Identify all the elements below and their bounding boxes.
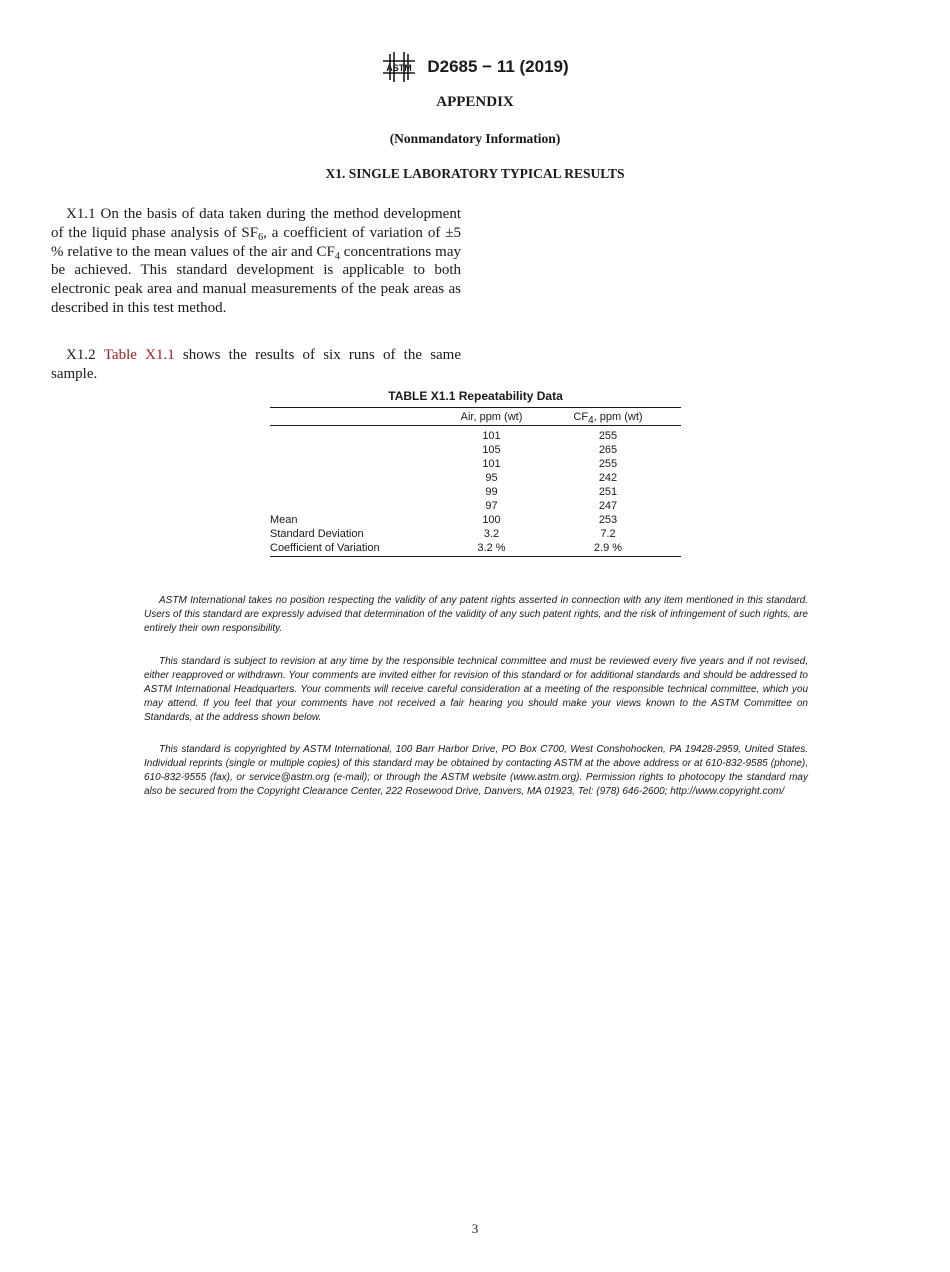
air-value: 3.2 (483, 528, 500, 540)
air-value: 105 (482, 444, 501, 456)
header-cf4-unit: , ppm (wt) (593, 411, 643, 423)
revision-notice: This standard is subject to revision at any time by the responsible technical committee and must be reviewed every five years and if not revised, either reapproved or withdrawn. Your comments are invited either for revision of this standard or for additional standards and should be addressed to ASTM International Headquarters. Your comments will receive careful consideration at a meeting of the responsible technical committee, which you may attend. If you feel that your comments have not received a fair hearing you should make your views known to the ASTM Committee on Standards, at the address shown below. (144, 656, 808, 723)
table-row (270, 499, 681, 513)
air-value: 95 (485, 472, 498, 484)
astm-logo-icon (381, 50, 417, 84)
table-row (270, 485, 681, 499)
row-label: Standard Deviation (270, 528, 364, 540)
cf4-value: 265 (598, 444, 618, 456)
table-caption: TABLE X1.1 Repeatability Data (388, 389, 563, 403)
standard-designation: D2685 − 11 (2019) (427, 57, 569, 76)
cf4-value: 247 (598, 500, 618, 512)
table-x1-1-link[interactable]: Table X1.1 (103, 347, 175, 363)
table-row-std-dev (270, 527, 681, 541)
paragraph-text: concentrations may be achieved. This standard development is applicable to both electronic peak area and manual measurements of the peak areas as described in this test method. (51, 243, 461, 316)
patent-notice: ASTM International takes no position respecting the validity of any patent rights asserted in connection with any item mentioned in this standard. Users of this standard are expressly advised that determination of the validity of any such patent rights, and the risk of infringement of such rights, are entirely their own responsibility. (144, 595, 808, 634)
repeatability-table (270, 407, 681, 557)
header-cf4-text: CF (573, 411, 589, 423)
table-row (270, 457, 681, 471)
air-value: 101 (482, 458, 501, 470)
section-title: X1. SINGLE LABORATORY TYPICAL RESULTS (325, 166, 625, 181)
astm-logo-text: ASTM (386, 63, 413, 73)
air-value: 101 (482, 430, 501, 442)
cf4-value: 253 (598, 514, 618, 526)
subscript: 6 (258, 231, 264, 243)
paragraph-number: X1.2 (66, 347, 96, 363)
table-row (270, 426, 681, 444)
row-label (270, 499, 448, 513)
paragraph-text: , a coefficient of variation of ±5 % relative to the mean values of the air and CF (51, 224, 461, 260)
paragraph-number: X1.1 (66, 206, 96, 222)
subscript: 4 (588, 415, 594, 426)
appendix-subtitle: (Nonmandatory Information) (389, 131, 561, 146)
page-number: 3 (471, 1221, 479, 1236)
air-value: 3.2 % (448, 541, 535, 557)
cf4-value: 255 (598, 430, 618, 442)
table-row (270, 471, 681, 485)
cf4-value: 251 (598, 486, 618, 498)
paragraph-text: On the basis of data taken during the method development of the liquid phase analysis of SF (51, 206, 462, 241)
row-label: Mean (270, 514, 298, 526)
air-value: 97 (485, 500, 498, 512)
air-value: 100 (482, 514, 501, 526)
copyright-notice: This standard is copyrighted by ASTM International, 100 Barr Harbor Drive, PO Box C700, West Conshohocken, PA 19428-2959, United States. Individual reprints (single or multiple copies) of this standard may be obtained by contacting ASTM at the above address or at 610-832-9585 (phone), 610-832-9555 (fax), or service@astm.org (e-mail); or through the ASTM website (www.astm.org). Permission rights to photocopy the standard may also be secured from the Copyright Clearance Center, 222 Rosewood Drive, Danvers, MA 01923, Tel: (978) 646-2600; http://www.copyright.com/ (144, 744, 808, 797)
row-label (270, 471, 448, 485)
table-row-cov (270, 541, 681, 557)
table-row-mean (270, 513, 681, 527)
paragraph-x1-1 (51, 205, 461, 318)
row-label (270, 485, 448, 499)
table-row (270, 443, 681, 457)
header-cf4 (535, 408, 681, 426)
row-label (270, 457, 448, 471)
air-value: 99 (485, 486, 498, 498)
subscript: 4 (334, 250, 340, 262)
paragraph-x1-2 (51, 346, 461, 384)
cf4-value: 7.2 (600, 528, 616, 540)
row-label: Coefficient of Variation (270, 541, 448, 557)
header-label (270, 408, 448, 426)
row-label (270, 426, 448, 444)
page-header (0, 50, 950, 84)
paragraph-text: shows the results of six runs of the same sample. (51, 347, 462, 382)
cf4-value: 2.9 % (535, 541, 681, 557)
cf4-value: 255 (598, 458, 618, 470)
cf4-value: 242 (598, 472, 618, 484)
table-header-row (270, 408, 681, 426)
appendix-title: APPENDIX (436, 94, 514, 110)
header-air: Air, ppm (wt) (448, 408, 535, 426)
row-label (270, 443, 448, 457)
